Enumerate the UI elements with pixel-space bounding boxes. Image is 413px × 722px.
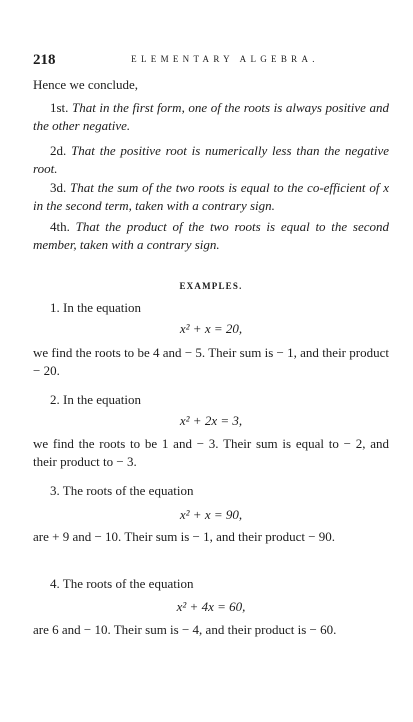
conclusion-3-label: 3d. <box>50 180 67 195</box>
example-2-equation: x² + 2x = 3, <box>179 413 243 428</box>
conclusion-1-label: 1st. <box>50 100 69 115</box>
conclusion-2-text: That the positive root is numerically less than the negative root. <box>33 143 389 176</box>
conclusion-1-text: That in the first form, one of the roots is always positive and the other negative. <box>33 100 390 133</box>
example-2-text: we find the roots to be 1 and − 3. Their sum is equal to − 2, and their product to − 3. <box>33 436 389 469</box>
examples-heading: EXAMPLES. <box>179 281 243 291</box>
example-2-lead: 2. In the equation <box>50 392 141 407</box>
page-number: 218 <box>33 52 56 68</box>
intro-text: Hence we conclude, <box>33 77 139 92</box>
conclusion-4-text: That the product of the two roots is equal to the second member, taken with a contrary sign. <box>33 219 389 252</box>
example-1-lead: 1. In the equation <box>50 300 141 315</box>
conclusion-4 <box>33 218 389 254</box>
page-header <box>33 52 393 68</box>
example-4-lead: 4. The roots of the equation <box>50 576 194 591</box>
conclusion-4-label: 4th. <box>50 219 70 234</box>
example-3-lead: 3. The roots of the equation <box>50 483 194 498</box>
conclusion-3-text: That the sum of the two roots is equal to the co-efficient of x in the second term, taken with a contrary sign. <box>33 180 389 213</box>
example-1-text: we find the roots to be 4 and − 5. Their sum is − 1, and their product − 20. <box>33 345 389 378</box>
conclusion-1 <box>33 99 389 135</box>
example-4-equation: x² + 4x = 60, <box>176 599 246 614</box>
conclusion-3 <box>33 179 389 215</box>
example-3-text: are + 9 and − 10. Their sum is − 1, and their product − 90. <box>33 529 336 544</box>
example-1-equation: x² + x = 20, <box>179 321 243 336</box>
conclusion-2 <box>33 142 389 178</box>
running-title: ELEMENTARY ALGEBRA. <box>131 54 319 64</box>
example-4-text: are 6 and − 10. Their sum is − 4, and their product is − 60. <box>33 622 337 637</box>
example-3-equation: x² + x = 90, <box>179 507 243 522</box>
conclusion-2-label: 2d. <box>50 143 67 158</box>
